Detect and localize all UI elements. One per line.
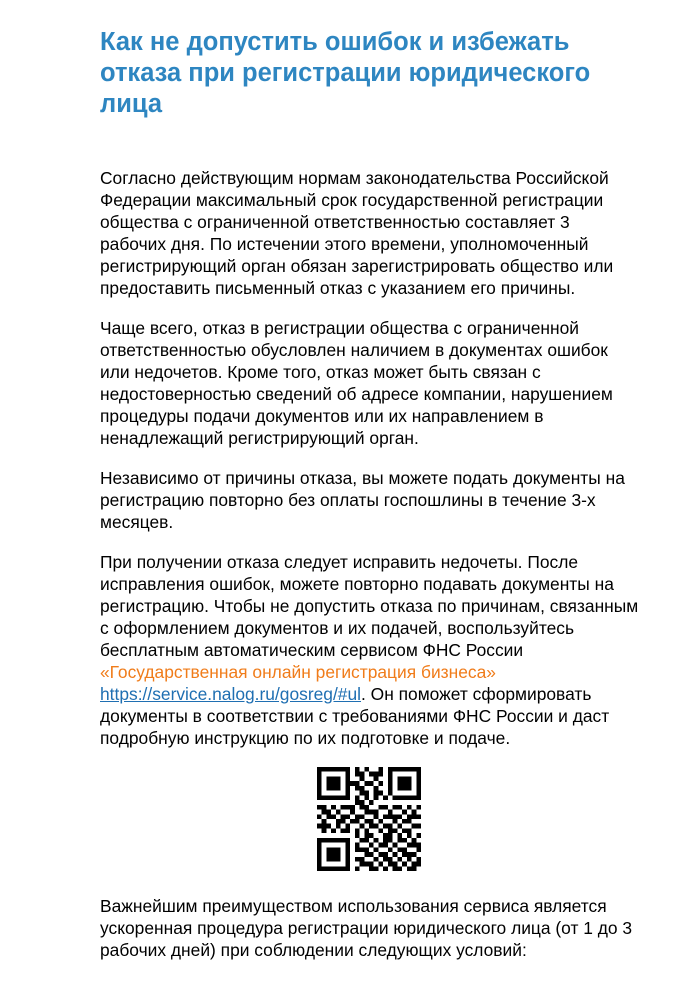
service-name: «Государственная онлайн регистрация бизнеса» [100,662,496,682]
service-link[interactable]: https://service.nalog.ru/gosreg/#ul [100,684,362,704]
paragraph-registration-term: Согласно действующим нормам законодательства Российской Федерации максимальный срок государственной регистрации общества с ограниченной ответственностью составляет 3 рабочих дня. По истечении этого времени, уполномоченный регистрирующий орган обязан зарегистрировать общество или предоставить письменный отказ с указанием его причины. [100,168,614,298]
paragraph-service-text-after: . Он поможет сформировать документы в соответствии с требованиями ФНС России и даст подробную инструкцию по их подготовке и подаче. [100,684,610,748]
paragraph-refusal-reasons: Чаще всего, отказ в регистрации общества с ограниченной ответственностью обусловлен наличием в документах ошибок или недочетов. Кроме того, отказ может быть связан с недостоверностью сведений об адресе компании, нарушением процедуры подачи документов или их направлением в ненадлежащий регистрирующий орган. [100,318,613,448]
paragraph-resubmission: Независимо от причины отказа, вы можете подать документы на регистрацию повторно без оплаты госпошлины в течение 3-х месяцев. [100,468,625,532]
qr-code-container [100,767,640,871]
paragraph-service-advantage: Важнейшим преимуществом использования сервиса является ускоренная процедура регистрации юридического лица (от 1 до 3 рабочих дней) при соблюдении следующих условий: [100,896,633,960]
paragraph-service-recommendation [100,551,640,749]
page-title: Как не допустить ошибок и избежать отказа при регистрации юридического лица [100,28,591,118]
paragraph-service-text-before: При получении отказа следует исправить недочеты. После исправления ошибок, можете повторно подавать документы на регистрацию. Чтобы не допустить отказа по причинам, связанным с оформлением документов и их подачей, воспользуйтесь бесплатным автоматическим сервисом ФНС России [100,552,639,660]
qr-code-icon [317,767,421,871]
